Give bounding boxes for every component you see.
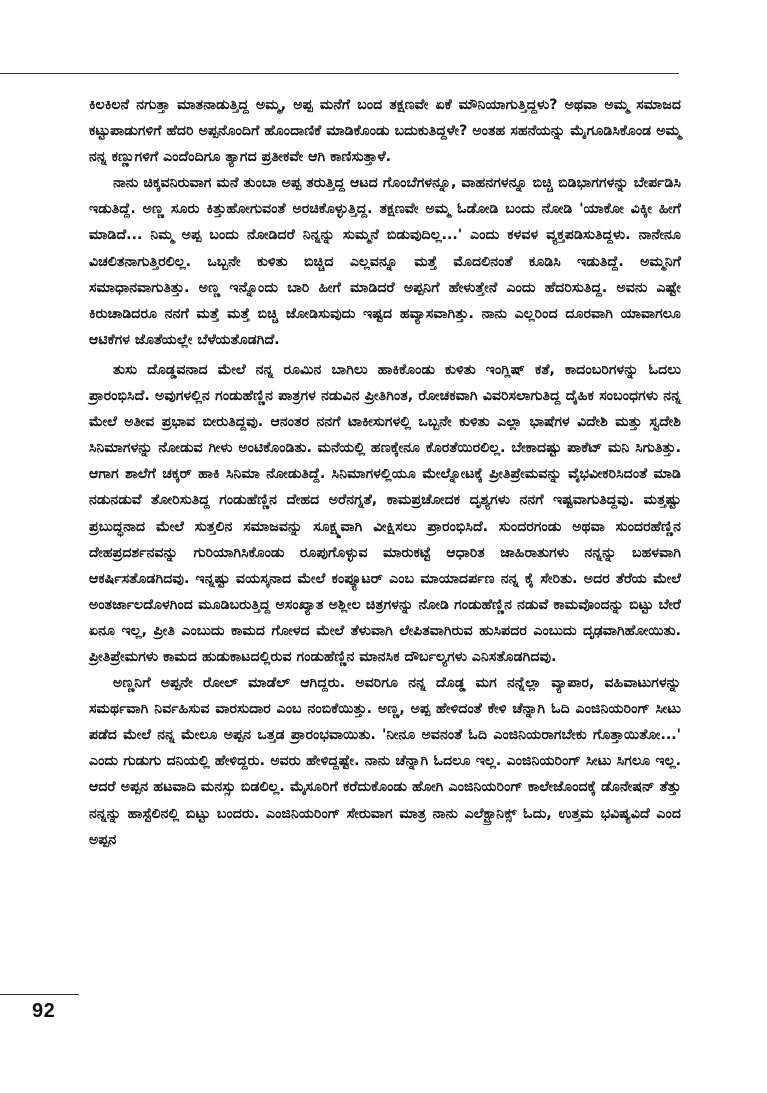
- paragraph-2: ನಾನು ಚಿಕ್ಕವನಿರುವಾಗ ಮನೆ ತುಂಬಾ ಅಪ್ಪ ತರುತ್ತಿದ್ದ ಆಟದ ಗೊಂಬೆಗಳನ್ನೂ, ವಾಹನಗಳನ್ನೂ ಬಿಚ್ಚಿ ಬಿಡಿಭಾಗಗಳನ್ನು ಬೇರ್ಪಡಿಸಿ ಇಡುತಿದ್ದೆ. ಅಣ್ಣ ಸೂರು ಕಿತ್ತುಹೋಗುವಂತೆ ಅರಚಿಕೊಳ್ಳುತ್ತಿದ್ದ. ತಕ್ಷಣವೇ ಅಮ್ಮ ಓಡೋಡಿ ಬಂದು ನೋಡಿ 'ಯಾಕೋ ವಿಕ್ಕೀ ಹೀಗೆ ಮಾಡಿದೆ... ನಿಮ್ಮ ಅಪ್ಪ ಬಂದು ನೋಡಿದರೆ ನಿನ್ನನ್ನು ಸುಮ್ಮನೆ ಬಿಡುವುದಿಲ್ಲ...' ಎಂದು ಕಳವಳ ವ್ಯಕ್ತಪಡಿಸುತಿದ್ದಳು. ನಾನೇನೂ ವಿಚಲಿತನಾಗುತ್ತಿರಲಿಲ್ಲ. ಒಬ್ಬನೇ ಕುಳಿತು ಬಿಚ್ಚಿದ ಎಲ್ಲವನ್ನೂ ಮತ್ತೆ ಮೊದಲಿನಂತೆ ಕೂಡಿಸಿ ಇಡುತಿದ್ದೆ. ಅಮ್ಮನಿಗೆ ಸಮಾಧಾನವಾಗುತಿತ್ತು. ಅಣ್ಣ ಇನ್ನೊಂದು ಬಾರಿ ಹೀಗೆ ಮಾಡಿದರೆ ಅಪ್ಪನಿಗೆ ಹೇಳುತ್ತೇನೆ ಎಂದು ಹೆದರಿಸುತಿದ್ದ. ಅವನು ಎಷ್ಟೇ ಕಿರುಚಾಡಿದರೂ ನನಗೆ ಮತ್ತೆ ಮತ್ತೆ ಬಿಚ್ಚಿ ಜೋಡಿಸುವುದು ಇಷ್ಟದ ಹವ್ಯಾಸವಾಗಿತ್ತು. ನಾನು ಎಲ್ಲರಿಂದ ದೂರವಾಗಿ ಯಾವಾಗಲೂ ಆಟಿಕೆಗಳ ಜೊತೆಯಲ್ಲೇ ಬೆಳೆಯತೊಡಗಿದೆ.: [89, 175, 681, 348]
- header-rule: [0, 73, 679, 74]
- body-text: [89, 92, 681, 853]
- paragraph-1: ಕಿಲಕಿಲನೆ ನಗುತ್ತಾ ಮಾತನಾಡುತ್ತಿದ್ದ ಅಮ್ಮ, ಅಪ್ಪ ಮನೆಗೆ ಬಂದ ತಕ್ಷಣವೇ ಏಕೆ ಮೌನಿಯಾಗುತ್ತಿದ್ದಳು? ಅಥವಾ ಅಮ್ಮ ಸಮಾಜದ ಕಟ್ಟುಪಾಡುಗಳಿಗೆ ಹೆದರಿ ಅಪ್ಪನೊಂದಿಗೆ ಹೊಂದಾಣಿಕೆ ಮಾಡಿಕೊಂಡು ಬದುಕುತಿದ್ದಳೇ? ಅಂತಹ ಸಹನೆಯನ್ನು ಮೈಗೂಡಿಸಿಕೊಂಡ ಅಮ್ಮ ನನ್ನ ಕಣ್ಣುಗಳಿಗೆ ಎಂದೆಂದಿಗೂ ತ್ಯಾಗದ ಪ್ರತೀಕವೇ ಆಗಿ ಕಾಣಿಸುತ್ತಾಳೆ.: [89, 97, 681, 166]
- footer-rule: [0, 994, 79, 995]
- paragraph-4: ಅಣ್ಣನಿಗೆ ಅಪ್ಪನೇ ರೋಲ್ ಮಾಡೆಲ್ ಆಗಿದ್ದರು. ಅವರಿಗೂ ನನ್ನ ದೊಡ್ಡ ಮಗ ನನ್ನೆಲ್ಲಾ ವ್ಯಾಪಾರ, ವಹಿವಾಟುಗಳನ್ನು ಸಮರ್ಥವಾಗಿ ನಿರ್ವಹಿಸುವ ವಾರಸುದಾರ ಎಂಬ ನಂಬಿಕೆಯಿತ್ತು. ಅಣ್ಣ, ಅಪ್ಪ ಹೇಳಿದಂತೆ ಕೇಳಿ ಚೆನ್ನಾಗಿ ಓದಿ ಎಂಜಿನಿಯರಿಂಗ್ ಸೀಟು ಪಡೆದ ಮೇಲೆ ನನ್ನ ಮೇಲೂ ಅಪ್ಪನ ಒತ್ತಡ ಪ್ರಾರಂಭವಾಯಿತು. 'ನೀನೂ ಅವನಂತೆ ಓದಿ ಎಂಜಿನಿಯರಾಗಬೇಕು ಗೊತ್ತಾಯಿತೋ...' ಎಂದು ಗುಡುಗು ದನಿಯಲ್ಲಿ ಹೇಳಿದ್ದರು. ಅವರು ಹೇಳಿದ್ದಷ್ಟೇ. ನಾನು ಚೆನ್ನಾಗಿ ಓದಲೂ ಇಲ್ಲ. ಎಂಜಿನಿಯರಿಂಗ್ ಸೀಟು ಸಿಗಲೂ ಇಲ್ಲ. ಆದರೆ ಅಪ್ಪನ ಹಟವಾದಿ ಮನಸ್ಸು ಬಿಡಲಿಲ್ಲ. ಮೈಸೂರಿಗೆ ಕರೆದುಕೊಂಡು ಹೋಗಿ ಎಂಜಿನಿಯರಿಂಗ್ ಕಾಲೇಜೊಂದಕ್ಕೆ ಡೊನೇಷನ್ ತೆತ್ತು ನನ್ನನ್ನು ಹಾಸ್ಟೆಲಿನಲ್ಲಿ ಬಿಟ್ಟು ಬಂದರು. ಎಂಜಿನಿಯರಿಂಗ್ ಸೇರುವಾಗ ಮಾತ್ರ ನಾನು ಎಲೆಕ್ಟ್ರಾನಿಕ್ಸ್ ಓದು, ಉತ್ತಮ ಭವಿಷ್ಯವಿದೆ ಎಂದ ಅಪ್ಪನ: [89, 675, 681, 848]
- paragraph-3: ತುಸು ದೊಡ್ಡವನಾದ ಮೇಲೆ ನನ್ನ ರೂಮಿನ ಬಾಗಿಲು ಹಾಕಿಕೊಂಡು ಕುಳಿತು ಇಂಗ್ಲಿಷ್ ಕತೆ, ಕಾದಂಬರಿಗಳನ್ನು ಓದಲು ಪ್ರಾರಂಭಿಸಿದೆ. ಅವುಗಳಲ್ಲಿನ ಗಂಡುಹೆಣ್ಣಿನ ಪಾತ್ರಗಳ ನಡುವಿನ ಪ್ರೀತಿಗಿಂತ, ರೋಚಕವಾಗಿ ವಿವರಿಸಲಾಗುತಿದ್ದ ದೈಹಿಕ ಸಂಬಂಧಗಳು ನನ್ನ ಮೇಲೆ ಅತೀವ ಪ್ರಭಾವ ಬೀರುತಿದ್ದವು. ಆನಂತರ ನನಗೆ ಟಾಕೀಸುಗಳಲ್ಲಿ ಒಬ್ಬನೇ ಕುಳಿತು ಎಲ್ಲಾ ಭಾಷೆಗಳ ವಿದೇಶಿ ಮತ್ತು ಸ್ವದೇಶಿ ಸಿನಿಮಾಗಳನ್ನು ನೋಡುವ ಗೀಳು ಅಂಟಿಕೊಂಡಿತು. ಮನೆಯಲ್ಲಿ ಹಣಕ್ಕೇನೂ ಕೊರತೆಯಿರಲಿಲ್ಲ. ಬೇಕಾದಷ್ಟು ಪಾಕೆಟ್ ಮನಿ ಸಿಗುತಿತ್ತು. ಆಗಾಗ ಶಾಲೆಗೆ ಚಕ್ಕರ್ ಹಾಕಿ ಸಿನಿಮಾ ನೋಡುತಿದ್ದೆ. ಸಿನಿಮಾಗಳಲ್ಲಿಯೂ ಮೇಲ್ನೋಟಕ್ಕೆ ಪ್ರೀತಿಪ್ರೇಮವನ್ನು ವೈಭವೀಕರಿಸಿದಂತೆ ಮಾಡಿ ನಡುನಡುವೆ ತೋರಿಸುತಿದ್ದ ಗಂಡುಹೆಣ್ಣಿನ ದೇಹದ ಅರೆನಗ್ನತೆ, ಕಾಮಪ್ರಚೋದಕ ದೃಶ್ಯಗಳು ನನಗೆ ಇಷ್ಟವಾಗುತಿದ್ದವು. ಮತ್ತಷ್ಟು ಪ್ರಬುದ್ಧನಾದ ಮೇಲೆ ಸುತ್ತಲಿನ ಸಮಾಜವನ್ನು ಸೂಕ್ಷ್ಮವಾಗಿ ವೀಕ್ಷಿಸಲು ಪ್ರಾರಂಭಿಸಿದೆ. ಸುಂದರಗಂಡು ಅಥವಾ ಸುಂದರಹೆಣ್ಣಿನ ದೇಹಪ್ರದರ್ಶನವನ್ನು ಗುರಿಯಾಗಿಸಿಕೊಂಡು ರೂಪುಗೊಳ್ಳುವ ಮಾರುಕಟ್ಟೆ ಆಧಾರಿತ ಜಾಹಿರಾತುಗಳು ನನ್ನನ್ನು ಬಹಳವಾಗಿ ಆಕರ್ಷಿಸತೊಡಗಿದವು. ಇನ್ನಷ್ಟು ವಯಸ್ಕನಾದ ಮೇಲೆ ಕಂಪ್ಯೂಟರ್ ಎಂಬ ಮಾಯಾದರ್ಪಣ ನನ್ನ ಕೈ ಸೇರಿತು. ಅದರ ತೆರೆಯ ಮೇಲೆ ಅಂತರ್ಜಾಲದೊಳಗಿಂದ ಮೂಡಿಬರುತ್ತಿದ್ದ ಅಸಂಖ್ಯಾತ ಅಶ್ಲೀಲ ಚಿತ್ರಗಳನ್ನು ನೋಡಿ ಗಂಡುಹೆಣ್ಣಿನ ನಡುವೆ ಕಾಮವೊಂದನ್ನು ಬಿಟ್ಟು ಬೇರೆ ಏನೂ ಇಲ್ಲ, ಪ್ರೀತಿ ಎಂಬುದು ಕಾಮದ ಗೋಳದ ಮೇಲೆ ತೆಳುವಾಗಿ ಲೇಪಿತವಾಗಿರುವ ಹುಸಿಪದರ ಎಂಬುದು ದೃಢವಾಗಿಹೋಯಿತು. ಪ್ರೀತಿಪ್ರೇಮಗಳು ಕಾಮದ ಹುಡುಕಾಟದಲ್ಲಿರುವ ಗಂಡುಹೆಣ್ಣಿನ ಮಾನಸಿಕ ದೌರ್ಬಲ್ಯಗಳು ಎನಿಸತೊಡಗಿದವು.: [89, 361, 681, 665]
- page-number: 92: [32, 1000, 56, 1022]
